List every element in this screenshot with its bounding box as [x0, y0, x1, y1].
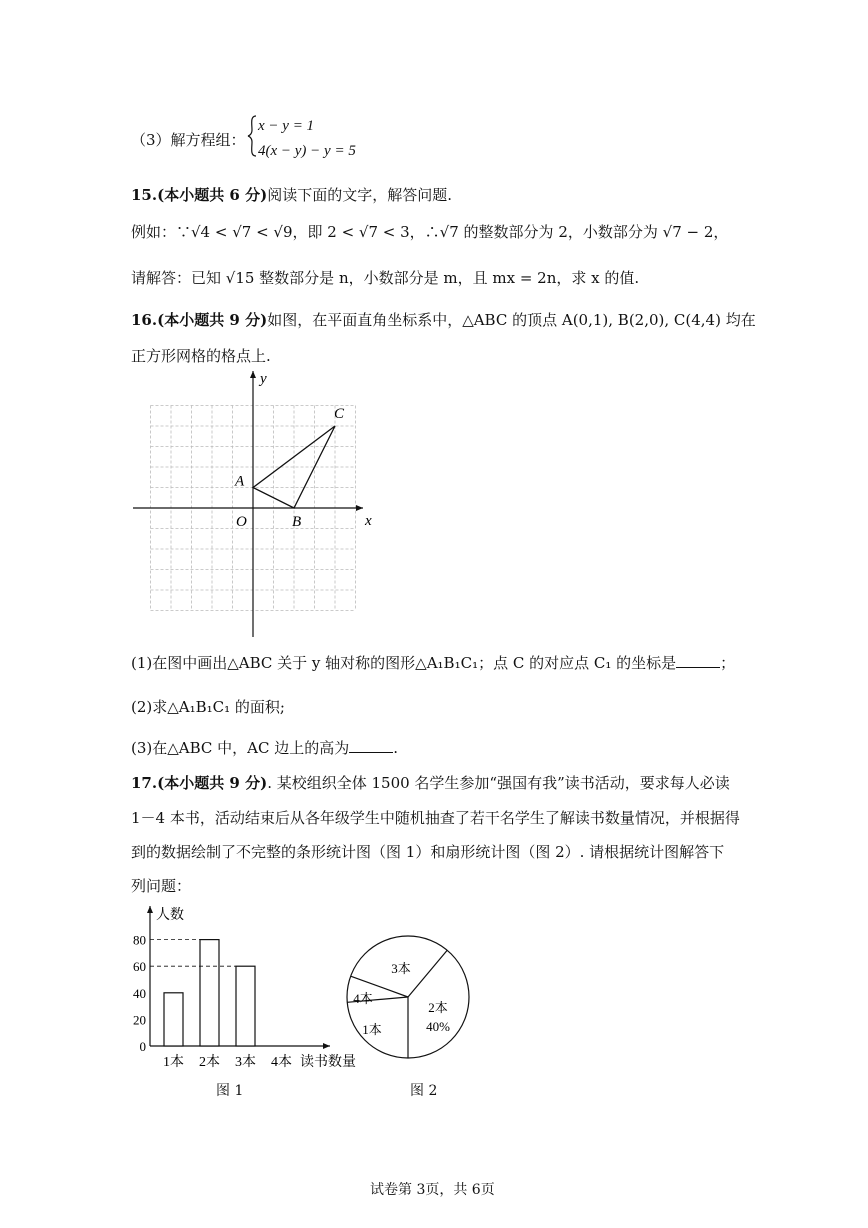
- bar-x-axis-label: 读书数量: [300, 1055, 356, 1070]
- x-axis-label: x: [365, 513, 372, 529]
- q15-question: 请解答：已知 √15 整数部分是 n，小数部分是 m，且 mx = 2n，求 x 的值.: [131, 269, 640, 287]
- bar-3: [236, 966, 255, 1046]
- bar-category-label: 2本: [199, 1055, 220, 1070]
- pie-chart-figure-2: [340, 930, 480, 1070]
- q16-sub3: (3)在△ABC 中，AC 边上的高为: [131, 739, 350, 757]
- bar-x-arrow: [323, 1043, 330, 1049]
- pie-slice-percent-2: 40%: [426, 1019, 450, 1034]
- q16-sub1: (1)在图中画出△ABC 关于 y 轴对称的图形△A₁B₁C₁；点 C 的对应点 C₁ 的坐标是: [131, 654, 677, 672]
- page-footer: 试卷第 3页，共 6页: [370, 1182, 495, 1198]
- bar-y-axis-label: 人数: [156, 908, 184, 923]
- equation-1: x − y = 1: [258, 118, 315, 134]
- bar-category-label: 3本: [235, 1055, 256, 1070]
- q17-line3: 到的数据绘制了不完整的条形统计图（图 1）和扇形统计图（图 2）. 请根据统计图解答下: [131, 843, 725, 861]
- q17-line2: 1－4 本书，活动结束后从各年级学生中随机抽查了若干名学生了解读书数量情况，并根据得: [131, 809, 740, 827]
- vertex-label-a: A: [235, 473, 245, 490]
- q16-sub2: (2)求△A₁B₁C₁ 的面积;: [131, 698, 285, 716]
- bar-y-tick-label: 60: [133, 959, 146, 975]
- bar-y-tick-label: 80: [133, 932, 146, 948]
- answer-blank-height[interactable]: [349, 738, 393, 753]
- pie-slice-label: 4本: [353, 991, 373, 1006]
- bar-1: [164, 993, 183, 1046]
- equation-2: 4(x − y) − y = 5: [258, 143, 356, 159]
- coordinate-grid-figure: [125, 365, 385, 645]
- q16-intro-2: 正方形网格的格点上.: [131, 347, 271, 365]
- q16-sub3-line: [131, 738, 398, 758]
- q15-header: 15.(本小题共 6 分): [131, 186, 268, 204]
- pie-slice-label: 1本: [362, 1022, 382, 1037]
- q16-sub1-line: [131, 653, 735, 673]
- origin-label: O: [236, 514, 247, 530]
- bar-category-label: 4本: [271, 1055, 292, 1070]
- q16-sub3-end: .: [393, 739, 399, 757]
- q17-line1: . 某校组织全体 1500 名学生参加“强国有我”读书活动，要求每人必读: [267, 774, 730, 792]
- q17-line1-wrap: [131, 773, 730, 793]
- pie-slice-label: 2本: [428, 1000, 448, 1015]
- bar-y-tick-label: 0: [139, 1039, 146, 1054]
- bar-y-tick-label: 40: [133, 985, 146, 1001]
- vertex-label-b: B: [292, 514, 302, 530]
- q15-intro: 阅读下面的文字，解答问题.: [267, 186, 452, 204]
- figure-1-caption: 图 1: [216, 1083, 244, 1099]
- bar-y-arrow: [147, 906, 153, 913]
- q16-header: 16.(本小题共 9 分): [131, 311, 268, 329]
- y-axis-arrow: [250, 371, 256, 378]
- x-axis-arrow: [356, 505, 363, 511]
- pie-slice-label: 3本: [391, 961, 411, 976]
- vertex-label-c: C: [334, 406, 345, 422]
- figure-2-caption: 图 2: [410, 1083, 438, 1099]
- q16-intro-1: 如图，在平面直角坐标系中，△ABC 的顶点 A(0,1), B(2,0), C(4,4) 均在: [267, 311, 756, 329]
- bar-2: [200, 940, 219, 1046]
- q15-example: 例如：∵√4 < √7 < √9，即 2 < √7 < 3，∴√7 的整数部分为 2，小数部分为 √7 − 2，: [131, 223, 729, 241]
- answer-blank-c1[interactable]: [676, 653, 720, 668]
- bar-y-tick-label: 20: [133, 1012, 146, 1028]
- q17-header: 17.(本小题共 9 分): [131, 774, 268, 792]
- y-axis-label: y: [260, 371, 267, 387]
- q14-part3-label: （3）解方程组：: [131, 131, 246, 149]
- q16-sub1-end: ；: [720, 654, 736, 672]
- q16-line1: [131, 310, 756, 330]
- bar-category-label: 1本: [163, 1055, 184, 1070]
- q15-line: [131, 185, 452, 205]
- q17-line4: 列问题：: [131, 877, 192, 895]
